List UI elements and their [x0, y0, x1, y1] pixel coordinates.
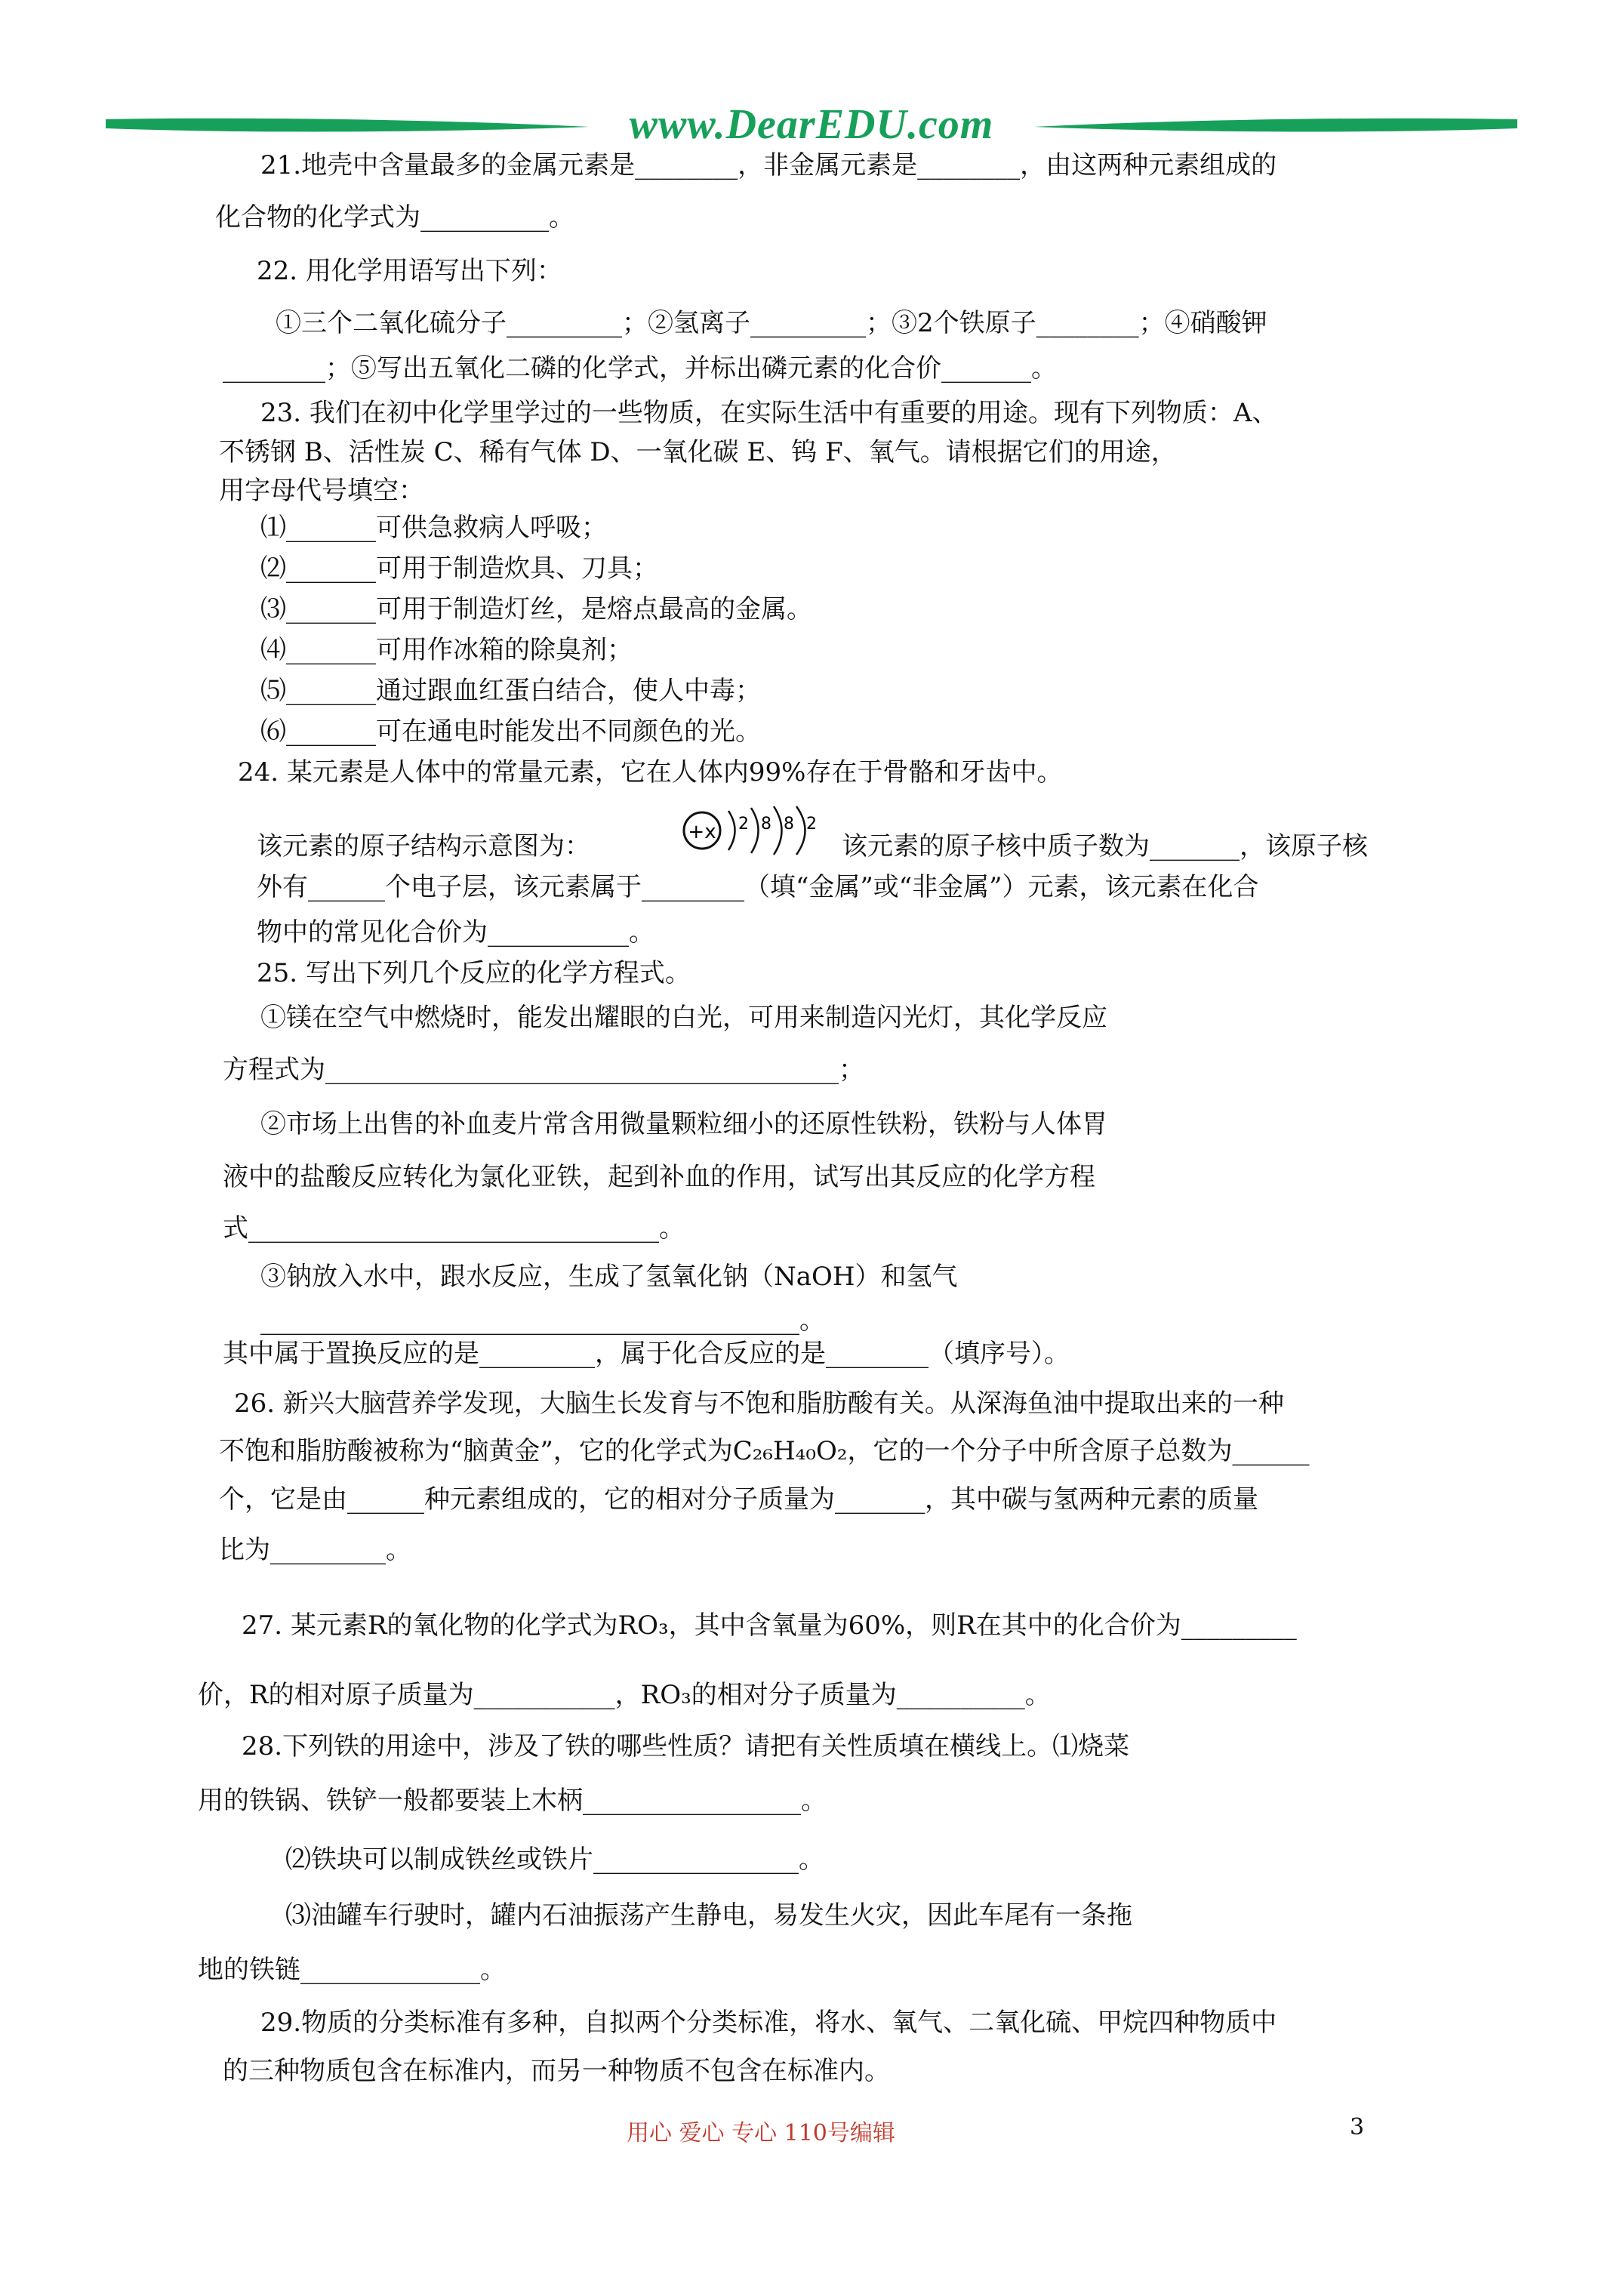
q22-line1: 22. 用化学用语写出下列：	[257, 256, 562, 286]
q23-line1: 23. 我们在初中化学里学过的一些物质，在实际生活中有重要的用途。现有下列物质：A、	[260, 398, 1278, 428]
q24-line3: 外有______个电子层，该元素属于________（填“金属”或“非金属”）元素，该元素在化合	[257, 872, 1259, 902]
q28-line3: ⑵铁块可以制成铁丝或铁片________________。	[285, 1845, 824, 1875]
q26-line2: 不饱和脂肪酸被称为“脑黄金”，它的化学式为C₂₆H₄₀O₂，它的一个分子中所含原子总数为______	[219, 1436, 1310, 1466]
q21-line1: 21.地壳中含量最多的金属元素是________，非金属元素是________，由这两种元素组成的	[260, 150, 1277, 180]
footer-text: 用心 爱心 专心 110号编辑	[627, 2120, 895, 2147]
q26-line1: 26. 新兴大脑营养学发现，大脑生长发育与不饱和脂肪酸有关。从深海鱼油中提取出来的一种	[234, 1388, 1284, 1419]
q21-line2: 化合物的化学式为__________。	[215, 202, 574, 233]
q24-line1: 24. 某元素是人体中的常量元素，它在人体内99%存在于骨骼和牙齿中。	[238, 757, 1063, 787]
q25-c2: __________________________________________。	[260, 1305, 825, 1336]
q24-line2a: 该元素的原子结构示意图为：	[257, 831, 590, 861]
shell-1: 2	[738, 815, 749, 834]
q27-line1: 27. 某元素R的氧化物的化学式为RO₃，其中含氧量为60%，则R在其中的化合价为_________	[242, 1610, 1297, 1641]
q23-item1: ⑴_______可供急救病人呼吸；	[260, 513, 607, 543]
q25-a2: 方程式为________________________________________；	[223, 1055, 864, 1085]
site-header: www.DearEDU.com	[629, 101, 994, 148]
q29-line2: 的三种物质包含在标准内，而另一种物质不包含在标准内。	[223, 2056, 890, 2086]
q29-line1: 29.物质的分类标准有多种，自拟两个分类标准，将水、氧气、二氧化硫、甲烷四种物质中	[260, 2008, 1277, 2038]
q22-line2: ①三个二氧化硫分子_________；②氢离子_________；③2个铁原子________；④硝酸钾	[276, 308, 1267, 338]
q28-line5: 地的铁链______________。	[198, 1955, 506, 1985]
q25-summary: 其中属于置换反应的是_________，属于化合反应的是________（填序号）。	[223, 1339, 1070, 1369]
q24-line2b: 该元素的原子核中质子数为_______，该原子核	[842, 831, 1368, 861]
page-number: 3	[1350, 2114, 1365, 2140]
q26-line3: 个，它是由______种元素组成的，它的相对分子质量为_______，其中碳与氢两种元素的质量	[219, 1484, 1258, 1515]
q24-line4: 物中的常见化合价为___________。	[257, 917, 654, 948]
atom-nucleus: +x	[688, 821, 716, 843]
q26-line4: 比为_________。	[219, 1535, 411, 1565]
q23-item4: ⑷_______可用作冰箱的除臭剂；	[260, 635, 633, 665]
q23-item5: ⑸_______通过跟血红蛋白结合，使人中毒；	[260, 676, 761, 706]
q25-c1: ③钠放入水中，跟水反应，生成了氢氧化钠（NaOH）和氢气	[260, 1262, 958, 1292]
shell-3: 8	[784, 815, 794, 834]
q22-line3: ________；⑤写出五氧化二磷的化学式，并标出磷元素的化合价_______。	[223, 353, 1057, 384]
q25-a1: ①镁在空气中燃烧时，能发出耀眼的白光，可用来制造闪光灯，其化学反应	[260, 1003, 1107, 1033]
q28-line1: 28.下列铁的用途中，涉及了铁的哪些性质？请把有关性质填在横线上。⑴烧菜	[242, 1731, 1130, 1761]
q25-b1: ②市场上出售的补血麦片常含用微量颗粒细小的还原性铁粉，铁粉与人体胃	[260, 1109, 1107, 1139]
q23-line3: 用字母代号填空：	[219, 476, 424, 506]
q25-b3: 式________________________________。	[223, 1213, 685, 1244]
q23-item3: ⑶_______可用于制造灯丝，是熔点最高的金属。	[260, 594, 812, 624]
q28-line4: ⑶油罐车行驶时，罐内石油振荡产生静电，易发生火灾，因此车尾有一条拖	[285, 1900, 1132, 1931]
shell-4: 2	[806, 815, 817, 834]
q25-line1: 25. 写出下列几个反应的化学方程式。	[257, 958, 691, 988]
q23-item2: ⑵_______可用于制造炊具、刀具；	[260, 553, 658, 584]
shell-2: 8	[761, 815, 771, 834]
q23-item6: ⑹_______可在通电时能发出不同颜色的光。	[260, 717, 761, 747]
q25-b2: 液中的盐酸反应转化为氯化亚铁，起到补血的作用，试写出其反应的化学方程	[223, 1162, 1095, 1192]
q28-line2: 用的铁锅、铁铲一般都要装上木柄_________________。	[198, 1786, 827, 1816]
q23-line2: 不锈钢 B、活性炭 C、稀有气体 D、一氧化碳 E、钨 F、氧气。请根据它们的用途，	[219, 437, 1177, 467]
atom-structure-diagram	[672, 800, 845, 861]
q27-line2: 价，R的相对原子质量为___________，RO₃的相对分子质量为__________。	[198, 1680, 1051, 1710]
